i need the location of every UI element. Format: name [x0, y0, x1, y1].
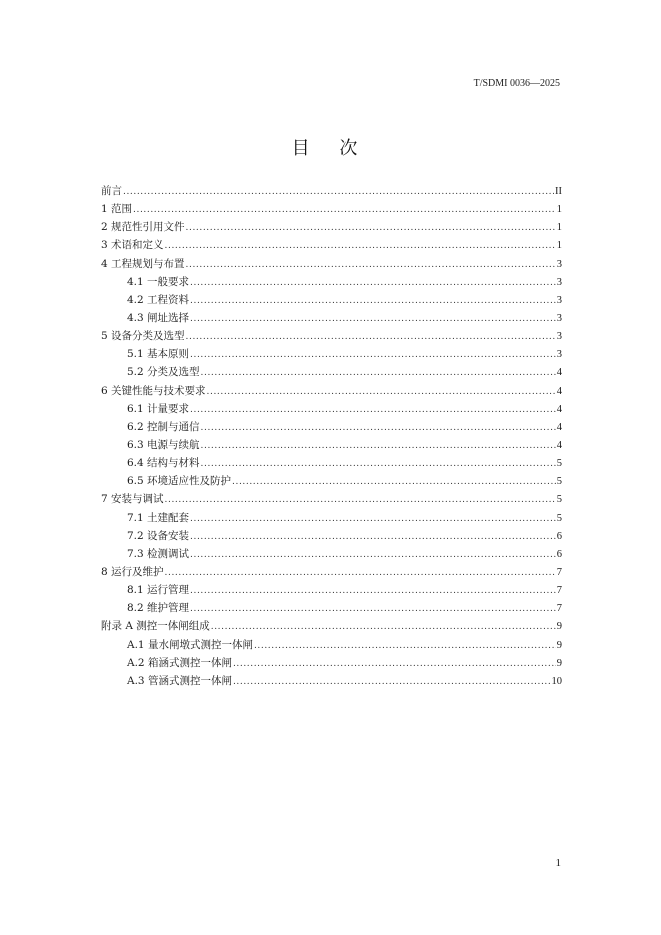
page-title: 目 次: [291, 138, 370, 159]
toc-entry-page: 10: [551, 675, 562, 687]
toc-entry-label: A.3 管涵式测控一体闸: [127, 674, 232, 687]
page-number: 1: [555, 857, 561, 869]
toc-entry[interactable]: [101, 490, 562, 508]
toc-entry-page: 6: [556, 530, 562, 542]
toc-leader-dots: [233, 673, 551, 691]
toc-leader-dots: [190, 528, 556, 546]
toc-entry-page: 4: [556, 439, 562, 451]
toc-entry-page: 6: [556, 548, 562, 560]
table-of-contents: [101, 182, 562, 690]
toc-leader-dots: [233, 655, 556, 673]
toc-entry-label: 前言: [101, 185, 122, 197]
toc-entry-page: 3: [556, 349, 562, 361]
toc-leader-dots: [201, 419, 556, 437]
toc-entry-page: 1: [556, 222, 562, 234]
toc-leader-dots: [186, 328, 556, 346]
toc-leader-dots: [232, 473, 556, 491]
toc-entry[interactable]: [101, 436, 562, 454]
toc-entry[interactable]: [101, 309, 562, 327]
toc-leader-dots: [201, 437, 556, 455]
toc-entry-page: 4: [556, 403, 562, 415]
toc-entry[interactable]: [101, 527, 562, 545]
toc-entry-page: 1: [556, 204, 562, 216]
toc-entry[interactable]: [101, 400, 562, 418]
toc-leader-dots: [207, 383, 556, 401]
toc-entry-label: 4.2 工程资料: [127, 293, 190, 306]
toc-entry-label: 4.1 一般要求: [127, 275, 190, 288]
toc-leader-dots: [165, 237, 556, 255]
toc-leader-dots: [133, 201, 556, 219]
toc-leader-dots: [190, 546, 556, 564]
toc-entry-label: 7.2 设备安装: [127, 529, 190, 542]
toc-entry-label: 8 运行及维护: [101, 565, 164, 578]
toc-entry-page: II: [555, 186, 562, 197]
toc-entry-label: 5.2 分类及选型: [127, 366, 200, 379]
toc-entry-label: 8.1 运行管理: [127, 584, 190, 597]
toc-entry-label: 1 范围: [101, 203, 133, 216]
toc-leader-dots: [190, 292, 556, 310]
toc-entry[interactable]: [101, 218, 562, 236]
toc-entry-label: 6.2 控制与通信: [127, 420, 200, 433]
toc-entry-page: 5: [556, 458, 562, 470]
toc-entry-page: 3: [556, 294, 562, 306]
toc-entry-label: 6 关键性能与技术要求: [101, 384, 206, 397]
toc-entry-label: 3 术语和定义: [101, 239, 164, 252]
toc-entry[interactable]: [101, 363, 562, 381]
toc-entry-label: 6.1 计量要求: [127, 402, 190, 415]
toc-leader-dots: [190, 274, 556, 292]
toc-entry-page: 9: [556, 621, 562, 633]
toc-entry-page: 4: [556, 385, 562, 397]
toc-leader-dots: [190, 600, 556, 618]
toc-entry-page: 7: [556, 566, 562, 578]
toc-leader-dots: [165, 491, 556, 509]
toc-entry-label: A.1 量水闸墩式测控一体闸: [127, 638, 253, 651]
toc-leader-dots: [190, 510, 556, 528]
toc-entry-page: 5: [556, 512, 562, 524]
toc-entry[interactable]: [101, 236, 562, 254]
toc-entry-page: 4: [556, 421, 562, 433]
toc-leader-dots: [186, 256, 556, 274]
toc-entry-label: 7.1 土建配套: [127, 511, 190, 524]
toc-entry-page: 3: [556, 312, 562, 324]
toc-entry[interactable]: [101, 545, 562, 563]
toc-entry[interactable]: [101, 418, 562, 436]
toc-entry[interactable]: [101, 291, 562, 309]
toc-leader-dots: [186, 219, 556, 237]
toc-leader-dots: [123, 183, 554, 201]
toc-entry-page: 5: [556, 476, 562, 488]
toc-leader-dots: [201, 364, 556, 382]
toc-entry-page: 7: [556, 585, 562, 597]
toc-entry-label: 2 规范性引用文件: [101, 221, 185, 234]
toc-entry[interactable]: [101, 327, 562, 345]
toc-entry-label: 6.3 电源与续航: [127, 438, 200, 451]
toc-entry[interactable]: [101, 345, 562, 363]
toc-entry[interactable]: [101, 182, 562, 200]
toc-entry[interactable]: [101, 382, 562, 400]
toc-entry-label: 6.4 结构与材料: [127, 457, 200, 470]
toc-leader-dots: [165, 564, 556, 582]
toc-leader-dots: [190, 310, 556, 328]
toc-entry-page: 9: [556, 657, 562, 669]
toc-entry[interactable]: [101, 509, 562, 527]
toc-entry[interactable]: [101, 672, 562, 690]
toc-leader-dots: [211, 618, 556, 636]
toc-entry-label: 6.5 环境适应性及防护: [127, 475, 232, 488]
toc-entry[interactable]: [101, 273, 562, 291]
toc-entry-page: 3: [556, 331, 562, 343]
toc-entry-label: 8.2 维护管理: [127, 602, 190, 615]
toc-entry-label: 5 设备分类及选型: [101, 330, 185, 343]
toc-entry-label: 5.1 基本原则: [127, 348, 190, 361]
toc-entry[interactable]: [101, 200, 562, 218]
toc-leader-dots: [190, 401, 556, 419]
toc-leader-dots: [254, 637, 556, 655]
toc-entry-page: 3: [556, 258, 562, 270]
toc-entry[interactable]: [101, 472, 562, 490]
toc-entry-page: 9: [556, 639, 562, 651]
toc-entry[interactable]: [101, 654, 562, 672]
document-code: T/SDMI 0036—2025: [473, 78, 560, 89]
toc-entry-label: 4 工程规划与布置: [101, 257, 185, 270]
toc-entry[interactable]: [101, 636, 562, 654]
toc-entry-page: 1: [556, 240, 562, 252]
toc-entry-page: 5: [556, 494, 562, 506]
toc-entry[interactable]: [101, 255, 562, 273]
toc-entry-page: 7: [556, 603, 562, 615]
toc-entry[interactable]: [101, 454, 562, 472]
toc-entry-label: A.2 箱涵式测控一体闸: [127, 656, 232, 669]
toc-entry[interactable]: [101, 617, 562, 635]
toc-entry-label: 7 安装与调试: [101, 493, 164, 506]
toc-entry[interactable]: [101, 563, 562, 581]
toc-entry-page: 4: [556, 367, 562, 379]
toc-entry-page: 3: [556, 276, 562, 288]
toc-entry[interactable]: [101, 581, 562, 599]
toc-leader-dots: [190, 346, 556, 364]
toc-entry-label: 4.3 闸址选择: [127, 311, 190, 324]
toc-entry-label: 7.3 检测调试: [127, 547, 190, 560]
toc-leader-dots: [190, 582, 556, 600]
toc-leader-dots: [201, 455, 556, 473]
toc-entry[interactable]: [101, 599, 562, 617]
toc-entry-label: 附录 A 测控一体闸组成: [101, 620, 210, 633]
